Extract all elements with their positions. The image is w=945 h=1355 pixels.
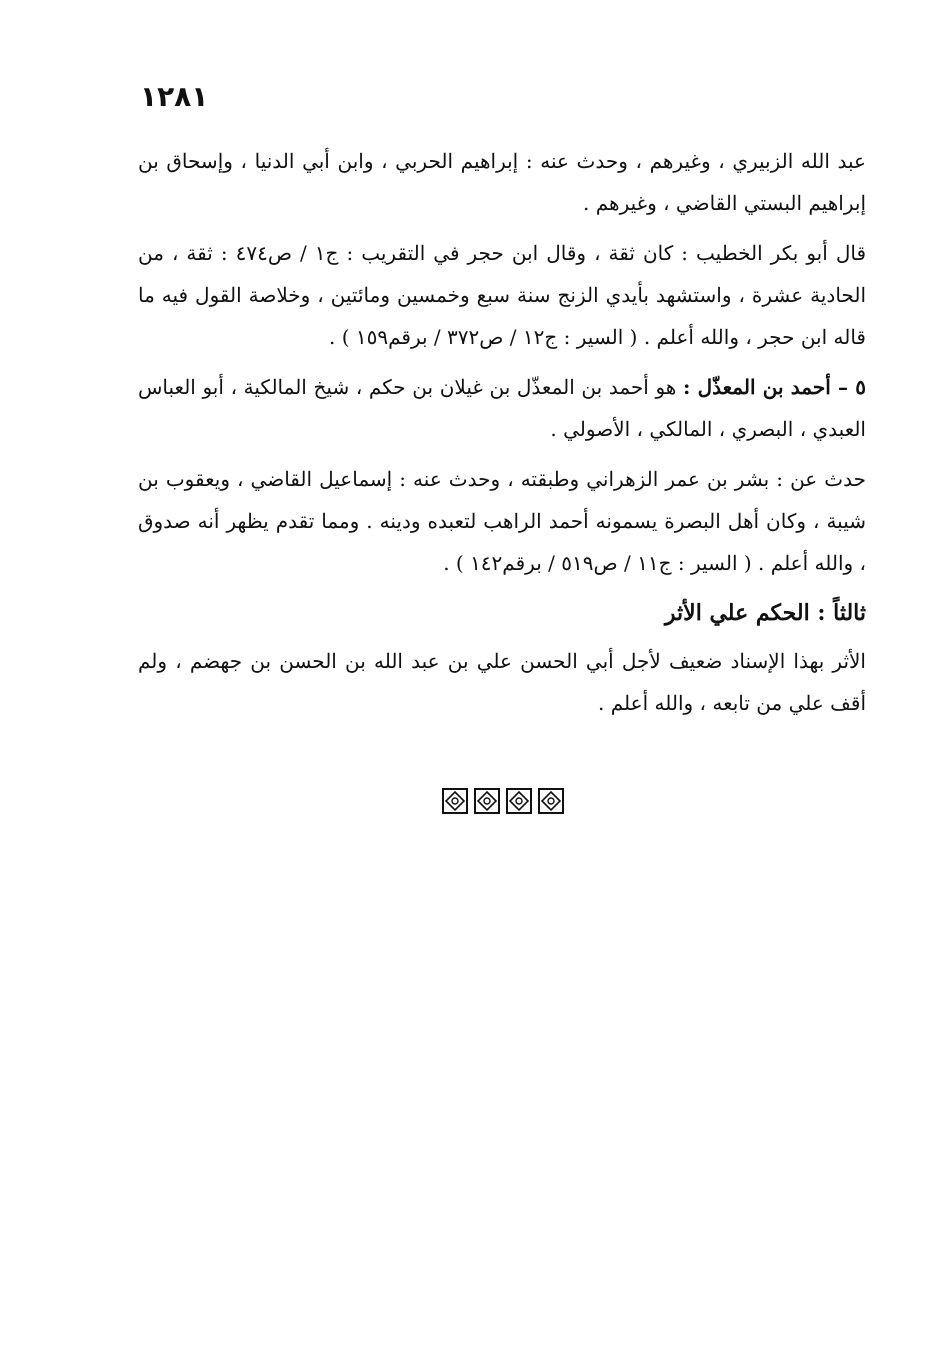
- ornament-icon: [474, 788, 500, 814]
- section-heading-ruling: ثالثاً : الحكم علي الأثر: [664, 600, 866, 626]
- paragraph-narrated-from: حدث عن : بشر بن عمر الزهراني وطبقته ، وحدث عنه : إسماعيل القاضي ، ويعقوب بن شيبة ، وكان أهل البصرة يسمونه أحمد الراهب لتعبده ودينه . ومما تقدم يظهر أنه صدوق ، والله أعلم . ( السير : ج١١ / ص٥١٩ / برقم١٤٢ ) .: [138, 467, 866, 575]
- ornament-icon: [538, 788, 564, 814]
- page-number: ١٢٨١: [140, 80, 209, 113]
- paragraph-narrators: عبد الله الزبيري ، وغيرهم ، وحدث عنه : إبراهيم الحربي ، وابن أبي الدنيا ، وإسحاق بن إبراهيم البستي القاضي ، وغيرهم .: [138, 149, 866, 215]
- ornament-icon: [506, 788, 532, 814]
- paragraph-ahmad-ibn-al-muadhdhal: [138, 366, 866, 450]
- ornament-icon: [442, 788, 468, 814]
- narrator-description: هو أحمد بن المعذّل بن غيلان بن حكم ، شيخ المالكية ، أبو العباس العبدي ، البصري ، المالكي ، الأصولي .: [138, 375, 866, 441]
- paragraph-khatib-ibn-hajar: قال أبو بكر الخطيب : كان ثقة ، وقال ابن حجر في التقريب : ج١ / ص٤٧٤ : ثقة ، من الحادية عشرة ، واستشهد بأيدي الزنج سنة سبع وخمسين ومائتين ، وخلاصة القول فيه ما قاله ابن حجر ، والله أعلم . ( السير : ج١٢ / ص٣٧٢ / برقم١٥٩ ) .: [138, 241, 867, 349]
- narrator-name-heading: ٥ – أحمد بن المعذّل :: [683, 375, 867, 399]
- page-body: [138, 140, 866, 732]
- paragraph-ruling: الأثر بهذا الإسناد ضعيف لأجل أبي الحسن علي بن عبد الله بن الحسن بن جهضم ، ولم أقف علي من تابعه ، والله أعلم .: [138, 649, 866, 715]
- end-ornaments: [442, 788, 564, 814]
